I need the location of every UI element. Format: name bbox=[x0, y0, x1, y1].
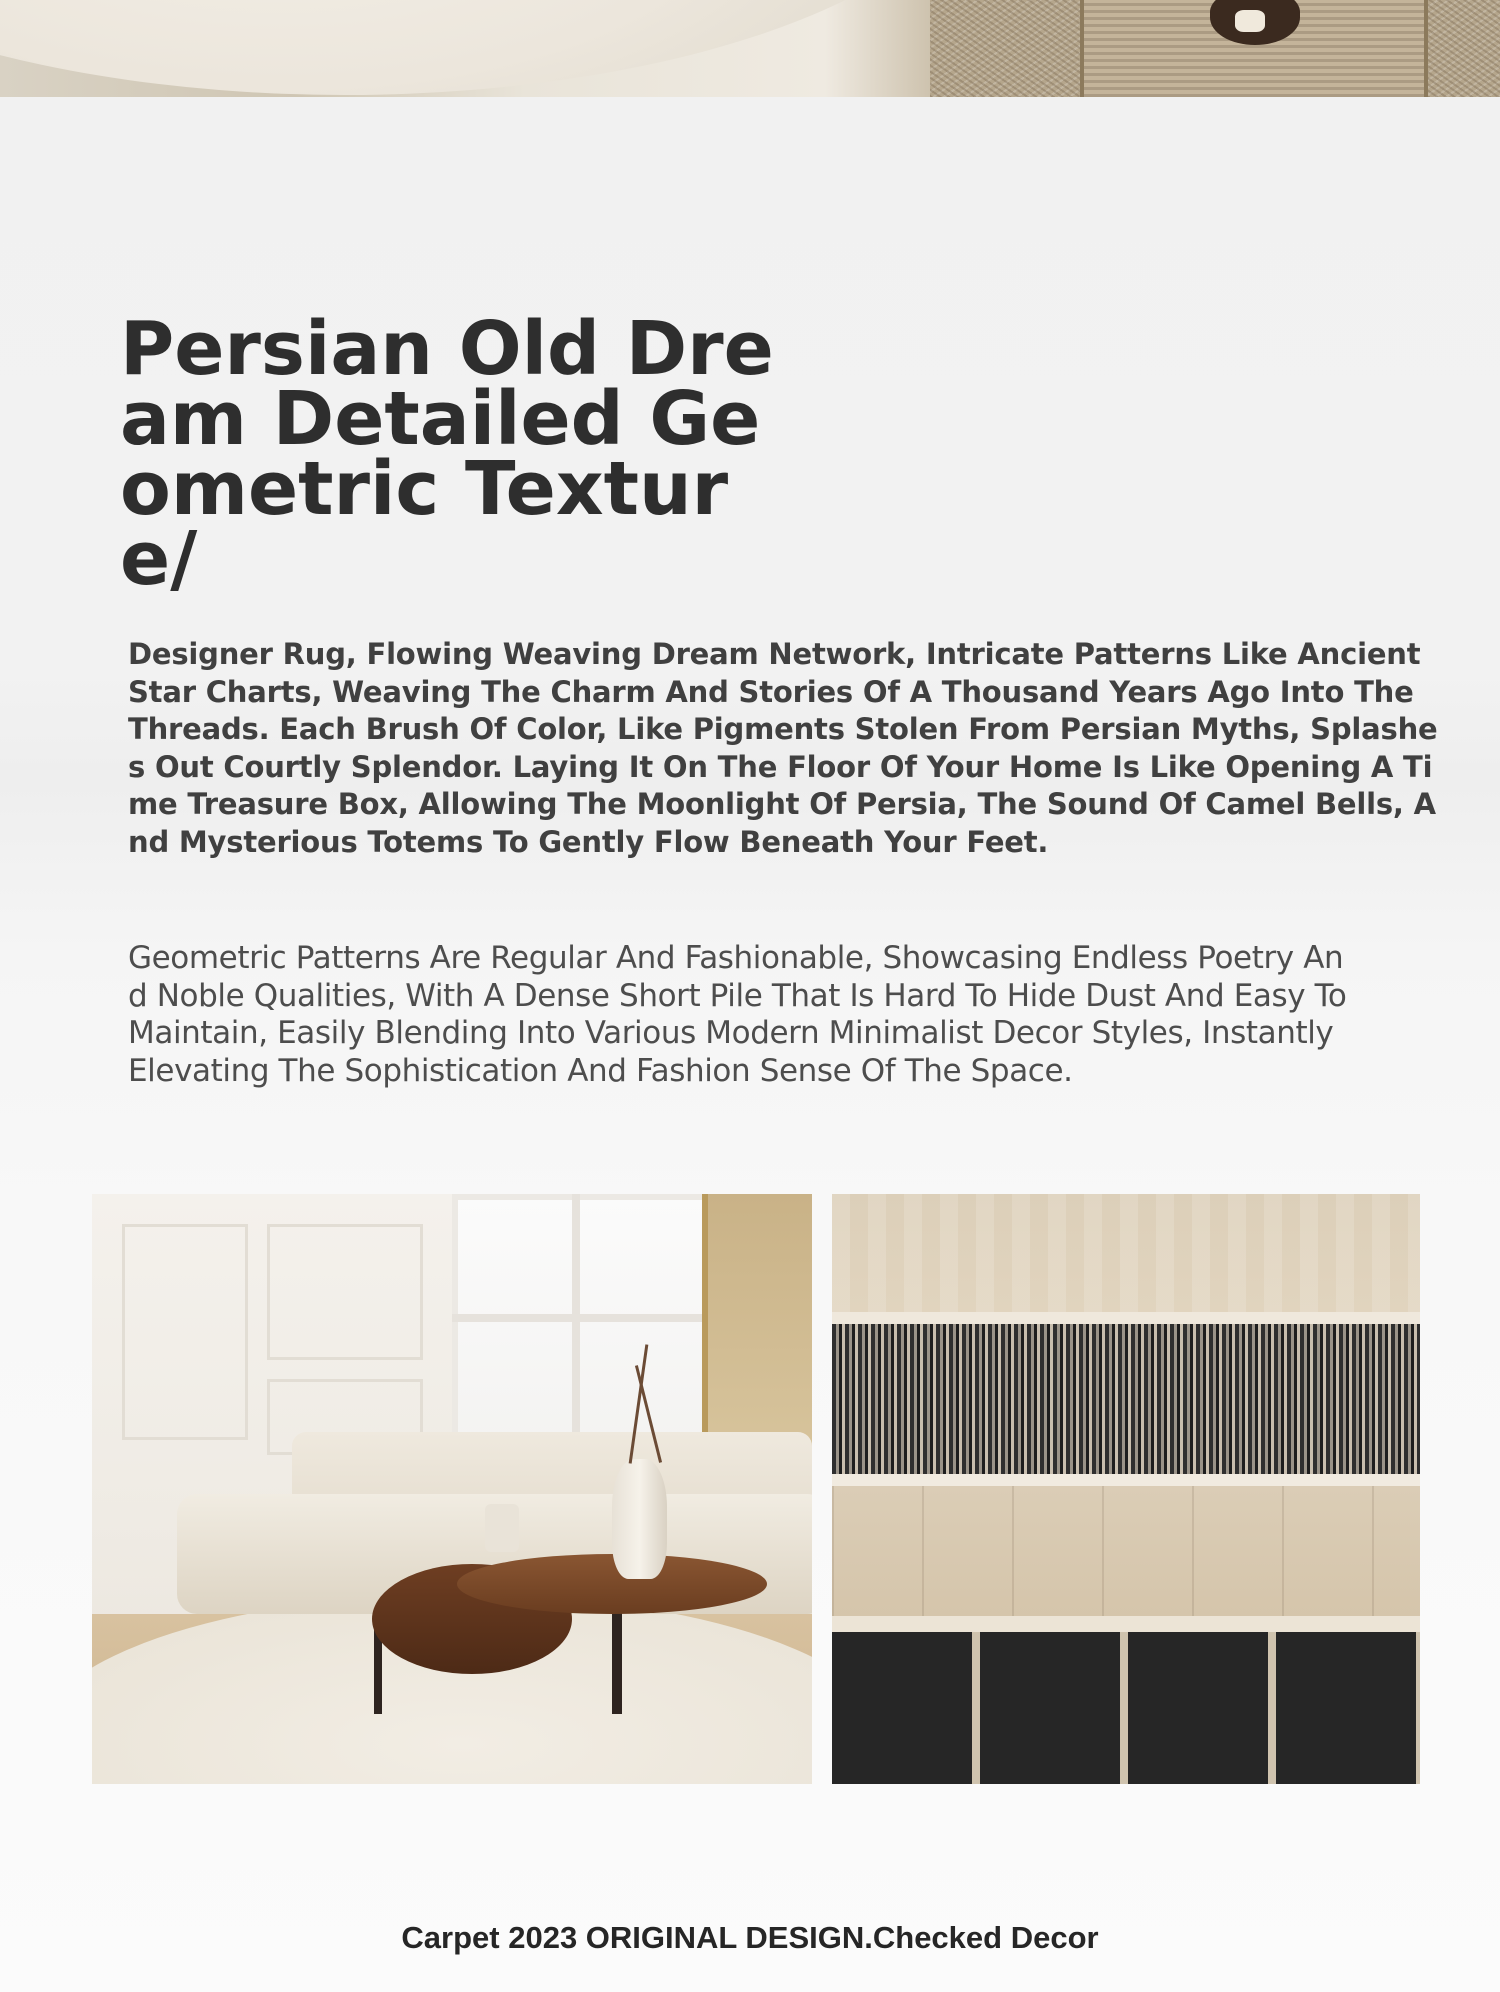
rug-motif-center bbox=[1235, 10, 1265, 32]
beige-squares-band bbox=[832, 1486, 1420, 1616]
intro-paragraph-bold: Designer Rug, Flowing Weaving Dream Network, Intricate Patterns Like Ancient Star Charts, Weaving The Charm And Stories Of A Thousand Years Ago Into The Threads. Each Brush Of Color, Like Pigments Stolen From Persian Myths, Splashes Out Courtly Splendor. Laying It On The Floor Of Your Home Is Like Opening A Time Treasure Box, Allowing The Moonlight Of Persia, The Sound Of Camel Bells, And Mysterious Totems To Gently Flow Beneath Your Feet. bbox=[128, 637, 1438, 859]
page-title: Persian Old Dream Detailed Geometric Texture/ bbox=[120, 306, 774, 602]
wall-panel bbox=[122, 1224, 248, 1440]
rug-edge-curve bbox=[0, 0, 990, 95]
coffee-table bbox=[457, 1554, 767, 1614]
vase bbox=[612, 1459, 667, 1579]
wall-panel bbox=[267, 1224, 423, 1360]
light-stripe bbox=[832, 1474, 1420, 1486]
top-rug-photo-strip bbox=[0, 0, 1500, 97]
dark-speckled-band bbox=[832, 1324, 1420, 1474]
light-stripe bbox=[832, 1312, 1420, 1324]
mug bbox=[485, 1504, 519, 1552]
light-stripe bbox=[832, 1616, 1420, 1632]
living-room-photo bbox=[92, 1194, 812, 1784]
rug-closeup-photo bbox=[832, 1194, 1420, 1784]
window-frame bbox=[452, 1314, 702, 1322]
charcoal-squares-band bbox=[832, 1632, 1420, 1784]
intro-paragraph-regular: Geometric Patterns Are Regular And Fashionable, Showcasing Endless Poetry And Noble Qualities, With A Dense Short Pile That Is Hard To Hide Dust And Easy To Maintain, Easily Blending Into Various Modern Minimalist Decor Styles, Instantly Elevating The Sophistication And Fashion Sense Of The Space. bbox=[128, 940, 1347, 1089]
beige-band bbox=[832, 1194, 1420, 1312]
table-leg bbox=[612, 1604, 622, 1714]
footer-credit: Carpet 2023 ORIGINAL DESIGN.Checked Decor bbox=[401, 1920, 1099, 1955]
